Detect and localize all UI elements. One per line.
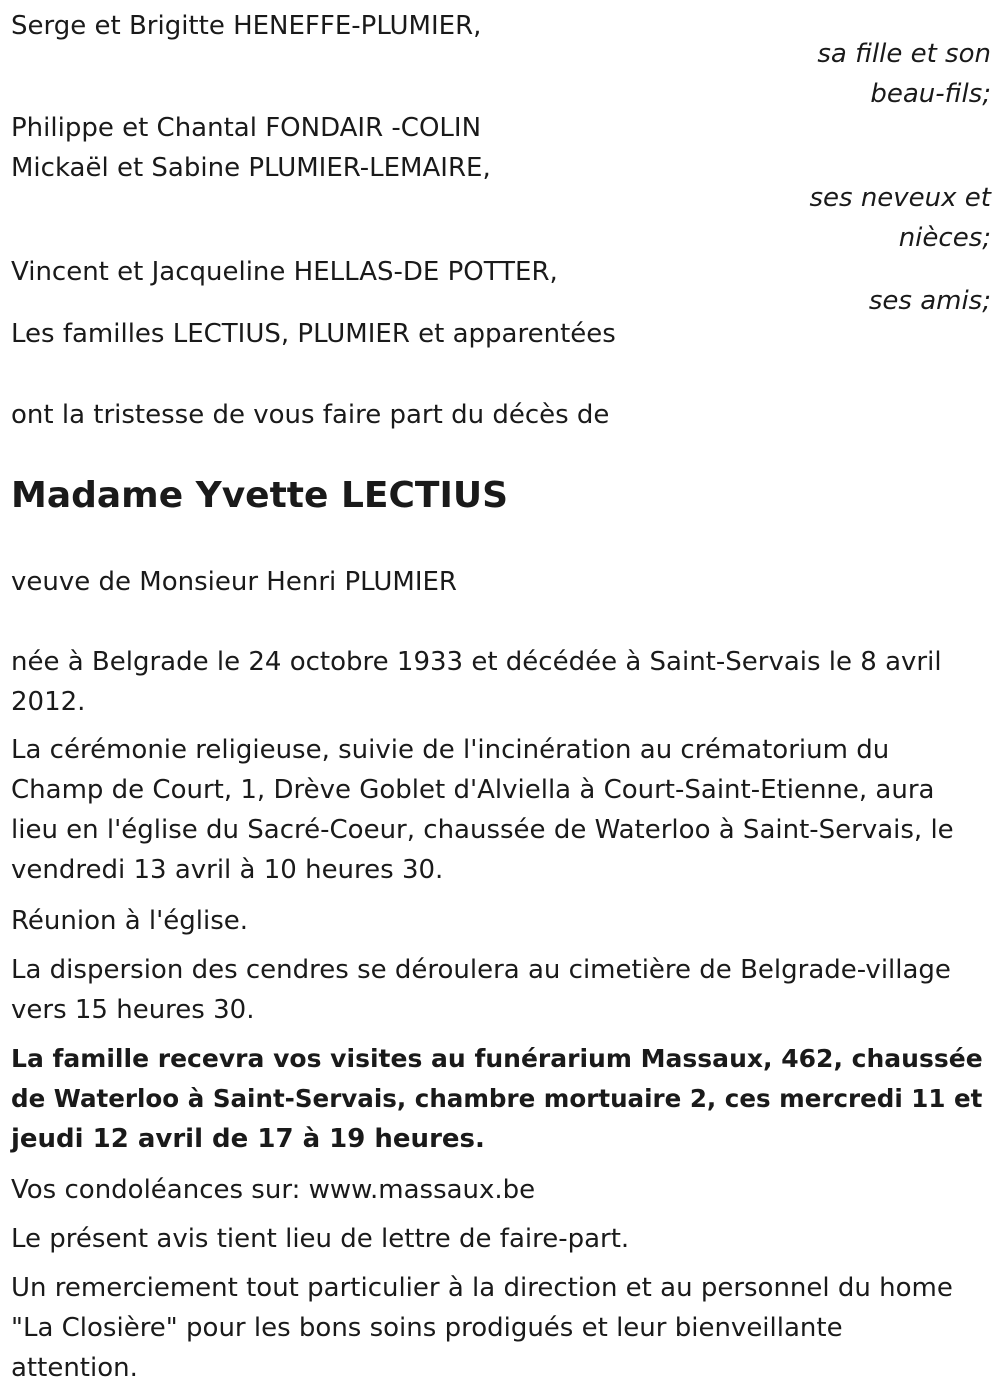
paragraph-line: attention. xyxy=(11,1353,138,1383)
paragraph-line: vendredi 13 avril à 10 heures 30. xyxy=(11,855,444,885)
family-group-nephews xyxy=(11,108,991,188)
family-line: Mickaël et Sabine PLUMIER-LEMAIRE, xyxy=(11,153,491,183)
relation-daughter xyxy=(11,34,991,114)
relation-label: nièces; xyxy=(898,223,991,253)
paragraph-line: jeudi 12 avril de 17 à 19 heures. xyxy=(11,1124,485,1154)
widow-of xyxy=(11,562,991,602)
paragraph-line: La famille recevra vos visites au funérarium Massaux, 462, chaussée xyxy=(11,1044,983,1073)
paragraph-line: 2012. xyxy=(11,687,86,717)
paragraph-line: Vos condoléances sur: www.massaux.be xyxy=(11,1175,536,1205)
condolences-paragraph xyxy=(11,1170,991,1210)
notice-paragraph xyxy=(11,1219,991,1259)
paragraph-line: "La Closière" pour les bons soins prodigués et leur bienveillante xyxy=(11,1313,843,1343)
family-line: Les familles LECTIUS, PLUMIER et apparentées xyxy=(11,319,616,349)
relation-label: ses amis; xyxy=(868,286,991,316)
deceased-name xyxy=(11,474,991,518)
paragraph-line: née à Belgrade le 24 octobre 1933 et décédée à Saint-Servais le 8 avril xyxy=(11,647,942,677)
paragraph-line: Le présent avis tient lieu de lettre de faire-part. xyxy=(11,1224,630,1254)
relation-nephews xyxy=(11,178,991,258)
paragraph-line: La dispersion des cendres se déroulera au cimetière de Belgrade-village xyxy=(11,955,951,985)
paragraph-line: Réunion à l'église. xyxy=(11,906,249,936)
dispersion-paragraph xyxy=(11,950,991,1030)
relation-label: sa fille et son xyxy=(817,39,991,69)
paragraph-line: lieu en l'église du Sacré-Coeur, chaussée de Waterloo à Saint-Servais, le xyxy=(11,815,954,845)
paragraph-line: Champ de Court, 1, Drève Goblet d'Alviella à Court-Saint-Etienne, aura xyxy=(11,775,935,805)
paragraph-line: Un remerciement tout particulier à la direction et au personnel du home xyxy=(11,1273,953,1303)
family-line: Vincent et Jacqueline HELLAS-DE POTTER, xyxy=(11,257,558,287)
reunion-paragraph xyxy=(11,901,991,941)
widow-of-text: veuve de Monsieur Henri PLUMIER xyxy=(11,567,457,597)
family-group-relatives xyxy=(11,314,991,354)
paragraph-line: vers 15 heures 30. xyxy=(11,995,255,1025)
deceased-name-text: Madame Yvette LECTIUS xyxy=(11,475,509,516)
announcement-text: ont la tristesse de vous faire part du décès de xyxy=(11,400,610,430)
paragraph-line: La cérémonie religieuse, suivie de l'incinération au crématorium du xyxy=(11,735,890,765)
family-line: Serge et Brigitte HENEFFE-PLUMIER, xyxy=(11,11,482,41)
relation-label: ses neveux et xyxy=(809,183,991,213)
birth-death-paragraph xyxy=(11,642,991,722)
paragraph-line: de Waterloo à Saint-Servais, chambre mortuaire 2, ces mercredi 11 et xyxy=(11,1084,983,1113)
announcement xyxy=(11,395,991,435)
visits-paragraph xyxy=(11,1039,991,1159)
relation-label: beau-fils; xyxy=(870,79,991,109)
thanks-paragraph xyxy=(11,1268,991,1388)
ceremony-paragraph xyxy=(11,730,991,890)
family-line: Philippe et Chantal FONDAIR -COLIN xyxy=(11,113,482,143)
